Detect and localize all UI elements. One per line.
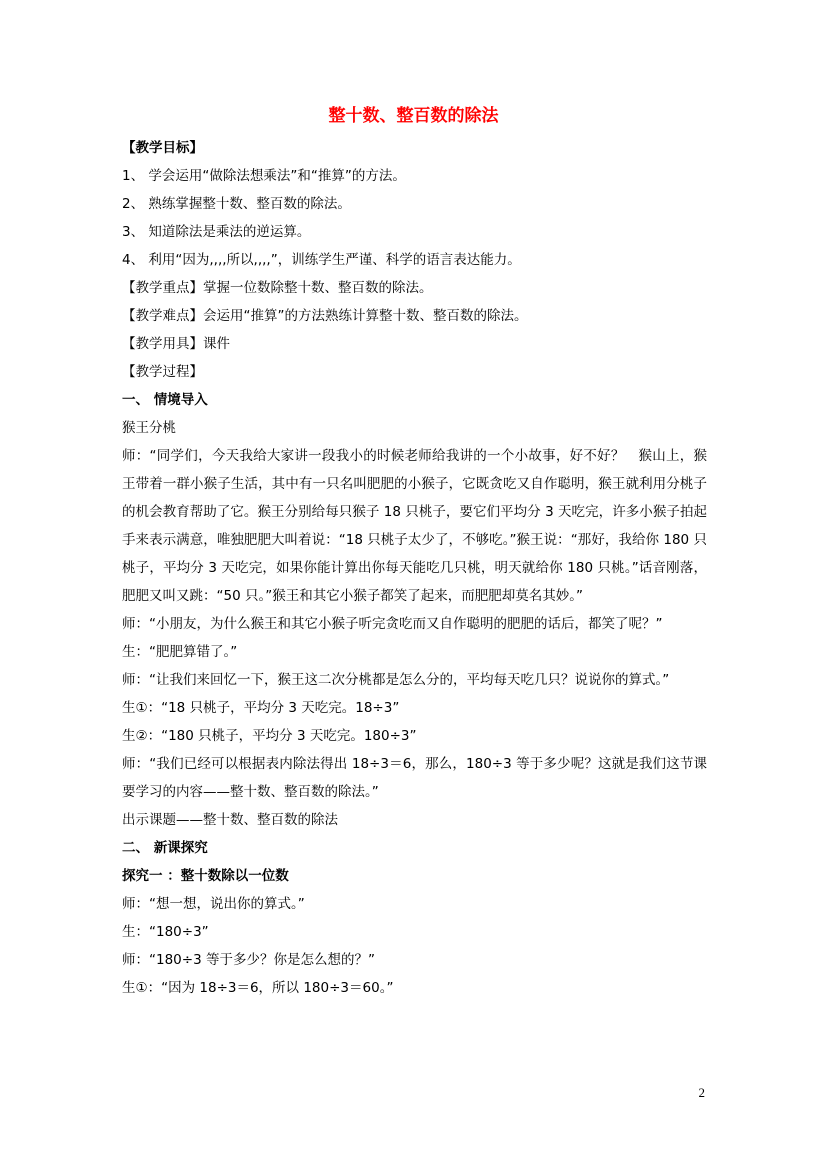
subsection-heading-explore-1: 探究一 ：整十数除以一位数 [122, 868, 289, 884]
section-heading-process: 【教学过程】 [122, 364, 203, 380]
dialogue-line: 生①：“因为 18÷3＝6，所以 180÷3＝60。” [122, 980, 394, 996]
objective-item-2: 2、 熟练掌握整十数、整百数的除法。 [122, 196, 351, 212]
key-point-line: 【教学重点】掌握一位数除整十数、整百数的除法。 [122, 280, 433, 296]
dialogue-line: 师：“想一想，说出你的算式。” [122, 896, 305, 912]
dialogue-line: 生①：“18 只桃子，平均分 3 天吃完。18÷3” [122, 700, 400, 716]
document-body [122, 134, 707, 1002]
difficulty-line: 【教学难点】会运用“推算”的方法熟练计算整十数、整百数的除法。 [122, 308, 528, 324]
dialogue-line: 师：“我们已经可以根据表内除法得出 18÷3＝6，那么，180÷3 等于多少呢？这就是我们这节课要学习的内容——整十数、整百数的除法。” [122, 756, 707, 800]
page-number: 2 [698, 1085, 705, 1100]
objective-item-3: 3、 知道除法是乘法的逆运算。 [122, 224, 311, 240]
section-heading-objectives: 【教学目标】 [122, 140, 203, 156]
dialogue-line: 生：“180÷3” [122, 924, 209, 940]
section-heading-intro: 一、 情境导入 [122, 392, 208, 408]
dialogue-line: 师：“180÷3 等于多少？你是怎么想的？” [122, 952, 375, 968]
story-title: 猴王分桃 [122, 420, 176, 436]
objective-item-4: 4、 利用“因为,,,,所以,,,,”，训练学生严谨、科学的语言表达能力。 [122, 252, 521, 268]
story-paragraph: 师：“同学们，今天我给大家讲一段我小的时候老师给我讲的一个小故事，好不好？ 猴山上，猴王带着一群小猴子生活，其中有一只名叫肥肥的小猴子，它既贪吃又自作聪明，猴王就利用分桃子的机会教育帮助了它。猴王分别给每只猴子 18 只桃子，要它们平均分 3 天吃完，许多小猴子拍起手来表示满意，唯独肥肥大叫着说：“18 只桃子太少了，不够吃。”猴王说：“那好，我给你 180 只桃子，平均分 3 天吃完，如果你能计算出你每天能吃几只桃，明天就给你 180 只桃。”话音刚落，肥肥又叫又跳：“50 只。”猴王和其它小猴子都笑了起来，而肥肥却莫名其妙。” [122, 448, 707, 604]
objective-item-1: 1、 学会运用“做除法想乘法”和“推算”的方法。 [122, 168, 406, 184]
lesson-topic-line: 出示课题——整十数、整百数的除法 [122, 812, 338, 828]
section-heading-new-lesson: 二、 新课探究 [122, 840, 208, 856]
dialogue-line: 师：“小朋友，为什么猴王和其它小猴子听完贪吃而又自作聪明的肥肥的话后，都笑了呢？” [122, 616, 663, 632]
materials-line: 【教学用具】课件 [122, 336, 230, 352]
dialogue-line: 师：“让我们来回忆一下，猴王这二次分桃都是怎么分的，平均每天吃几只？说说你的算式。” [122, 672, 670, 688]
dialogue-line: 生②：“180 只桃子，平均分 3 天吃完。180÷3” [122, 728, 417, 744]
dialogue-line: 生：“肥肥算错了。” [122, 644, 238, 660]
document-title: 整十数、整百数的除法 [328, 106, 499, 126]
